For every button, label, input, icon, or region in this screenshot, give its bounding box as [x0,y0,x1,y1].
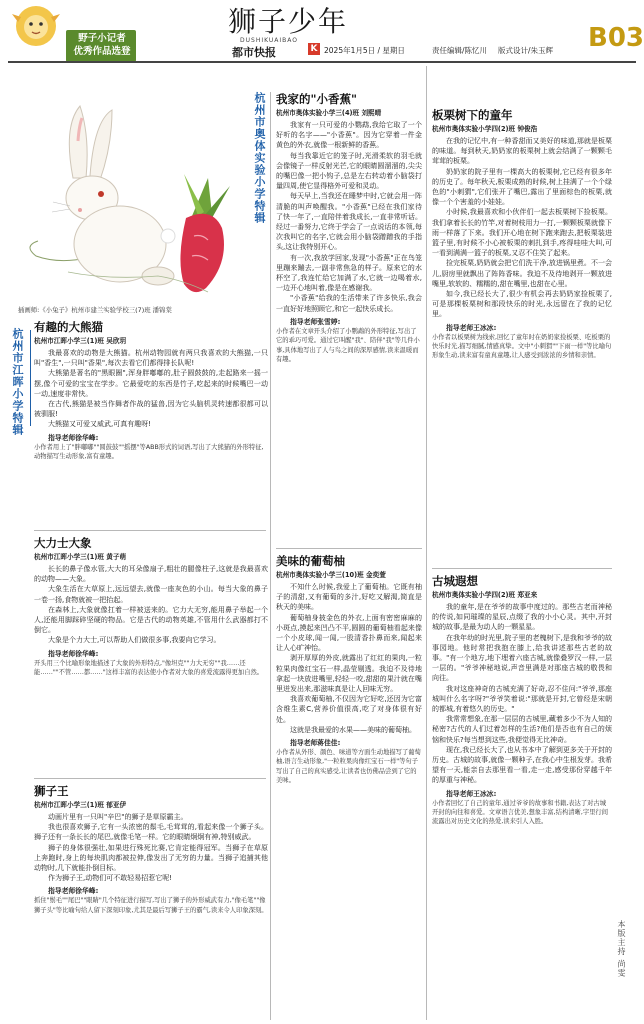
column-divider-1 [270,92,271,1020]
article-author: 杭州市江晖小学三(1)班 吴欣玥 [34,337,127,345]
illustration-caption: 插画师:《小兔子》杭州市建兰实验学校三(7)班 潘锦棠 [18,306,172,314]
paragraph: 长长的鼻子像水管,大大的耳朵像扇子,粗壮的腿像柱子,这就是我最喜欢的动物——大象。 [34,565,268,584]
article-parrot [276,92,422,510]
host-credit: 本版主持 尚雯 [617,920,626,978]
paragraph: 奶奶家的院子里有一棵高大的板栗树,它已经有很多年的历史了。每年秋天,板栗成熟的时候,树上挂满了一个个绿色的"小刺猬",它们张开了嘴巴,露出了里面棕色的板栗,就像一个个害羞的小娃娃。 [432,167,612,207]
date-line: 2025年1月5日 / 星期日 [324,46,405,55]
paragraph: 我的童年,是在爷爷的故事中度过的。那些古老而神秘的传说,如同璀璨的星辰,点缀了我的小小心灵。其中,开封城的故事,是最为动人的一颗星星。 [432,603,612,632]
editor-line: 责任编辑/陈忆川 [432,46,488,55]
column-divider-2 [426,66,427,1020]
paragraph: 在古代,熊猫是被当作舞者作战的猛兽,因为它头脑机灵转速都很都可以被驯服! [34,400,268,419]
article-ancient-city [432,574,612,1020]
article-lion-king [34,784,268,1020]
section-label-aoti: 杭州市奥体实验小学特辑 [253,92,266,224]
article-elephant [34,536,268,772]
article-title: 美味的葡萄柚 [276,554,345,568]
article-divider [432,568,612,569]
teacher-note: 开头用三个比喻形象地描述了大象的外形特点,"像坦克""力大无穷""我……还能……""不管……都……"这样丰富的表达使小作者对大象的喜爱流露得更加自然。 [34,659,264,677]
paragraph: 我对这座神奇的古城充满了好奇,忍不住问:"爷爷,那座城叫什么名字呀?"爷爷笑着说:"那就是开封,它曾经是宋朝的都城,有着悠久的历史。" [432,684,612,714]
paragraph: 在森林上,大象就像扛着一样被送来的。它力大无穷,能用鼻子举起一个人,还能用脚踩碎坚硬的物品。它是古代的动物英雄,不管用什么武器都打不倒它。 [34,605,268,635]
teacher-note: 抓住"鬃毛""尾巴""眼睛"几个特征进行描写,写出了狮子的外形威武有力,"像毛笔""像狮子头"等比喻句给人留下深刻印象,尤其是最后写狮子王的霸气,读来令人印象深刻。 [34,897,268,914]
teacher-note: 小作者在文章开头介绍了小鹦鹉的外形特征,写出了它的乖巧可爱。通过它叫醒"我"、陪伴"我"等几件小事,具体地写出了人与鸟之间的深厚感情,读来温暖而有趣。 [276,327,420,364]
teacher-note-label: 指导老师徐华峰: [48,433,99,442]
teacher-note: 小作者回忆了自己的童年,通过爷爷的故事和书籍,表达了对古城开封的向往和喜爱。文章语言优美,想象丰富,结构清晰,字里行间流露出对历史文化的热爱,读来引人入胜。 [432,799,609,826]
paragraph: 每天早上,当我还在睡梦中时,它就会用一阵清脆的叫声唤醒我。"小香蕉"已经在我们家待了快一年了,一直陪伴着我成长,一直非常听话。经过一番努力,它终于学会了一点说话的本领,每次我叫它的名字,它就会用小脑袋蹭蹭我的手指头,这让我特别开心。 [276,192,422,252]
paragraph: 狮子的身体很强壮,如果进行殊死比赛,它肯定能得冠军。当狮子在草原上奔跑时,身上的每块肌肉都被拉伸,像发出了无穷的力量。当狮子追捕其他动物时,几下就能扑倒目标。 [34,843,268,873]
paragraph: 我常常想象,在那一层层的古城里,藏着多少不为人知的秘密?古代的人们过着怎样的生活?他们是否也有自己的烦恼和快乐?每当想到这些,我便觉得无比神奇。 [432,715,612,744]
article-title: 古城遐想 [432,574,478,588]
teacher-note-label: 指导老师蒋佳佳: [290,739,341,748]
article-author: 杭州市江晖小学三(1)班 郁亚伊 [34,801,127,809]
article-author: 杭州市江晖小学三(1)班 黄子萌 [34,553,127,561]
paragraph: "小香蕉"给我的生活带来了许多快乐,我会一直好好地照顾它,和它一起快乐成长。 [276,294,422,313]
paragraph: 大象生活在大草原上,远远望去,就像一座灰色的小山。每当大象的鼻子一卷一扬,食物就被一把抬起。 [34,585,268,604]
teacher-note-label: 指导老师王冰冰: [446,789,497,798]
paragraph: 我家有一只可爱的小鹦鹉,我给它取了一个好听的名字——"小香蕉"。因为它穿着一件金黄色的外衣,就像一根新鲜的香蕉。 [276,121,422,150]
article-author: 杭州市奥体实验小学三(4)班 刘熙晴 [276,109,382,117]
article-author: 杭州市奥体实验小学四(2)班 钟俊浩 [432,125,538,133]
article-divider [276,548,422,549]
teacher-note-label: 指导老师张雪婷: [290,317,341,326]
article-title: 板栗树下的童年 [432,108,513,122]
page-title: 狮子少年 [228,5,349,38]
paragraph: 小时候,我最喜欢和小伙伴们一起去板栗树下捡板栗。我们拿着长长的竹竿,对着树枝用力一打,一颗颗板栗就像下雨一样落了下来。我们开心地在树下跑来跑去,把板栗装进篮子里,有时候不小心被板栗的刺扎到手,疼得哇哇大叫,可一看到满满一篮子的板栗,又忍不住笑了起来。 [432,208,612,258]
mascot-lion-logo [10,4,62,48]
article-grapefruit [276,554,422,1020]
paragraph: 有一次,我放学回家,发现"小香蕉"正在鸟笼里蹦来蹦去,一副非常焦急的样子。原来它的水杯空了,我连忙给它加满了水,它就一边喝着水,一边开心地叫着,像是在感谢我。 [276,253,422,293]
paragraph: 我也很喜欢狮子,它有一头浓密的鬃毛,毛茸茸的,看起来像一个狮子头。狮子还有一条长长的尾巴,就像毛笔一样。它的眼睛炯炯有神,特别威武。 [34,823,268,842]
article-panda [34,320,268,526]
brand-logo-icon: K [308,43,320,55]
rabbit-illustration [8,66,252,302]
paragraph: 每当我靠近它的笼子时,光滑柔软的羽毛就会像镜子一样反射光芒,它的眼睛圆溜溜的,尖尖的嘴巴像一把小钩子,总是左右转动着小脑袋打量四周,使它显得格外可爱和灵动。 [276,151,422,191]
page-number: B03 [588,23,644,53]
article-author: 杭州市奥体实验小学四(2)班 郑亚来 [432,591,538,599]
brand-pinyin: DUSHIKUAIBAO [240,37,298,44]
teacher-note: 小作者从外形、颜色、味道等方面生动地描写了葡萄柚,语言生动形象,"一粒粒果肉像红宝石一样"等句子写出了自己的真实感受,让读者也仿佛品尝到了它的美味。 [276,749,421,785]
paragraph: 葡萄柚身披金色的外衣,上面有密密麻麻的小斑点,摸起来凹凸不平,圆圆的葡萄柚看起来像一个小皮球,闻一闻,一股清香扑鼻而来,闻起来让人心旷神怡。 [276,613,422,653]
paragraph: 这就是我最爱的水果——美味的葡萄柚。 [290,725,416,734]
teacher-note: 小作者以板栗树为线索,回忆了童年时在奶奶家捡板栗、吃板栗的快乐时光,描写细腻,情感真挚。文中"小刺猬""下雨一样"等比喻句形象生动,读来富有童真童趣,让人感受到浓浓的乡情和亲情。 [432,333,612,360]
section-label-jianghui: 杭州市江晖小学特辑 [11,328,24,436]
article-title: 狮子王 [34,784,69,798]
article-author: 杭州市奥体实验小学三(10)班 金奕萱 [276,571,386,579]
article-divider [34,530,266,531]
article-divider [34,778,266,779]
paragraph: 我最喜欢的动物是大熊猫。杭州动物园就有两只我喜欢的大熊猫,一只叫"香生",一只叫"香果",每次去看它们都得排长队呢! [34,349,268,368]
header-rule [8,61,636,63]
brand-name: 都市快报 [232,46,276,59]
teacher-note: 小作者用上了"胖嘟嘟""圆鼓鼓""摇摆"等ABB形式的词语,写出了大熊猫的外形特征,动物描写生动形象,富有童趣。 [34,443,264,461]
paragraph: 我喜欢葡萄柚,不仅因为它好吃,还因为它富含维生素C,营养价值很高,吃了对身体很有好处。 [276,695,422,724]
article-title: 有趣的大熊猫 [34,320,103,334]
badge-line-1: 野子小记者 [78,33,126,44]
article-title: 大力士大象 [34,536,92,550]
article-title: 我家的"小香蕉" [276,92,357,106]
paragraph: 大熊猫是著名的"黑眼圈",浑身胖嘟嘟的,肚子圆鼓鼓的,走起路来一摇一摆,像个可爱的宝宝在学步。它最爱吃的东西是竹子,吃起来的时候嘴巴一动一动,速度非常快。 [34,369,268,398]
teacher-note-label: 指导老师徐华峰: [48,649,99,658]
paragraph: 在我年幼的时光里,院子里的老槐树下,是我和爷爷的故事园地。他时常把我抱在膝上,给我讲述那些古老的故事。"有一个地方,地下埋着六座古城,就像叠罗汉一样,一层一层的。"爷爷神秘地说,声音里满是对那座古城的敬畏和向往。 [432,633,612,683]
teacher-note-label: 指导老师徐华峰: [48,887,99,896]
paragraph: 如今,我已经长大了,很少有机会再去奶奶家捡板栗了,可是那棵板栗树和那段快乐的时光,永远留在了我的记忆里。 [432,290,612,319]
paragraph: 大象是个力大士,可以帮助人们做很多事,我要向它学习。 [48,636,221,645]
paragraph: 捡完板栗,奶奶就会把它们洗干净,放进锅里煮。不一会儿,厨房里就飘出了阵阵香味。我迫不及待地剥开一颗放进嘴里,软软的、糯糯的,甜在嘴里,也甜在心里。 [432,259,612,288]
paragraph: 在我的记忆中,有一种香甜而又美好的味道,那就是板栗的味道。每到秋天,奶奶家的板栗树上就会结满了一颗颗毛茸茸的板栗。 [432,137,612,166]
paragraph: 动画片里有一只叫"辛巴"的狮子是草原霸主。 [48,813,188,821]
paragraph: 作为狮子王,动物们可不敢轻易招惹它呢! [48,874,173,883]
paragraph: 大熊猫又可爱又威武,可真有趣呀! [48,420,152,429]
section-label-rule [30,330,31,426]
teacher-note-label: 指导老师王冰冰: [446,323,497,332]
paragraph: 剥开厚厚的外皮,就露出了红红的果肉,一粒粒果肉像红宝石一样,晶莹剔透。我迫不及待地拿起一块放进嘴里,轻轻一咬,甜甜的果汁就在嘴里迸发出来,那滋味真是让人回味无穷。 [276,654,422,694]
badge-line-2: 优秀作品选登 [73,46,131,57]
designer-line: 版式设计/朱玉辉 [498,46,554,55]
paragraph: 不知什么时候,我爱上了葡萄柚。它既有柚子的清甜,又有葡萄的多汁,好吃又解渴,简直是秋天的美味。 [276,583,422,612]
article-chestnut [432,108,612,552]
paragraph: 现在,我已经长大了,也从书本中了解到更多关于开封的历史。古城的故事,就像一颗种子,在我心中生根发芽。我希望有一天,能亲自去那里看一看,走一走,感受那份穿越千年的厚重与神秘。 [432,745,612,785]
